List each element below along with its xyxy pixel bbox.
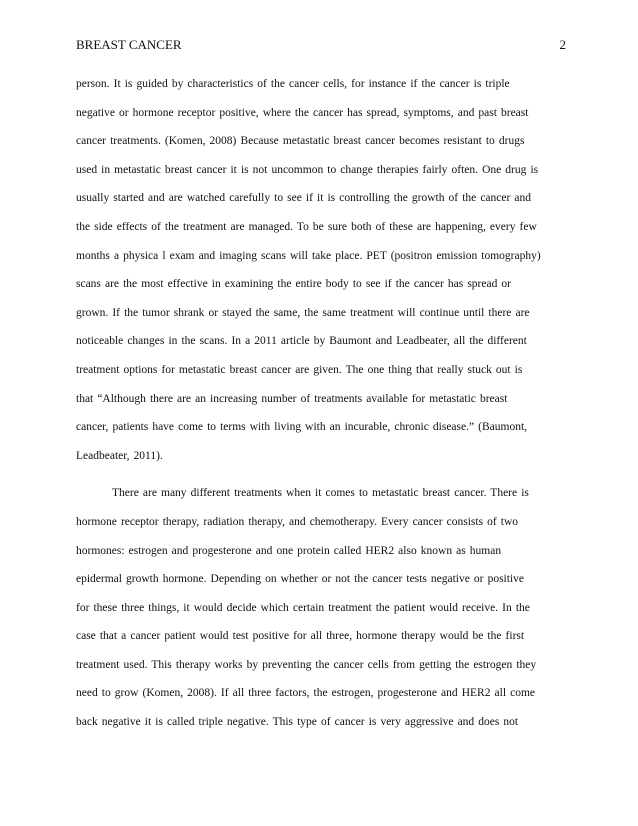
text-line: usually started and are watched carefully to see if it is controlling the growth of the cancer and <box>76 192 532 205</box>
text-line: scans are the most effective in examining the entire body to see if the cancer has spread or <box>76 278 511 291</box>
body-text <box>76 70 546 737</box>
page-header <box>76 36 566 54</box>
text-line: treatment used. This therapy works by preventing the cancer cells from getting the estrogen they <box>76 658 537 671</box>
text-line: Leadbeater, 2011). <box>76 449 163 462</box>
text-line: noticeable changes in the scans. In a 2011 article by Baumont and Leadbeater, all the different <box>76 335 527 348</box>
text-line: epidermal growth hormone. Depending on whether or not the cancer tests negative or positive <box>76 573 524 586</box>
text-line: hormone receptor therapy, radiation therapy, and chemotherapy. Every cancer consists of two <box>76 515 519 528</box>
running-head: BREAST CANCER <box>76 37 182 52</box>
paragraph-spacer <box>76 470 546 479</box>
text-line: that “Although there are an increasing number of treatments available for metastatic breast <box>76 392 508 405</box>
paragraph-2 <box>76 479 546 736</box>
text-line: for these three things, it would decide which certain treatment the patient would receive. In the <box>76 601 530 614</box>
paragraph-1 <box>76 70 546 470</box>
text-line: the side effects of the treatment are managed. To be sure both of these are happening, every few <box>76 220 537 233</box>
text-line: used in metastatic breast cancer it is not uncommon to change therapies fairly often. One drug is <box>76 163 539 176</box>
text-line: hormones: estrogen and progesterone and one protein called HER2 also known as human <box>76 544 502 557</box>
text-line: treatment options for metastatic breast cancer are given. The one thing that really stuck out is <box>76 363 523 376</box>
page-number: 2 <box>559 37 566 52</box>
text-line: negative or hormone receptor positive, where the cancer has spread, symptoms, and past breast <box>76 106 529 119</box>
text-line: cancer treatments. (Komen, 2008) Because metastatic breast cancer becomes resistant to drugs <box>76 135 525 148</box>
text-line: There are many different treatments when it comes to metastatic breast cancer. There is <box>112 487 529 500</box>
text-line: cancer, patients have come to terms with living with an incurable, chronic disease.” (Baumont, <box>76 421 528 434</box>
text-line: months a physica l exam and imaging scans will take place. PET (positron emission tomography) <box>76 249 541 262</box>
text-line: need to grow (Komen, 2008). If all three factors, the estrogen, progesterone and HER2 all come <box>76 687 536 700</box>
text-line: person. It is guided by characteristics of the cancer cells, for instance if the cancer is triple <box>76 78 510 90</box>
text-line: grown. If the tumor shrank or stayed the same, the same treatment will continue until there are <box>76 306 530 319</box>
text-line: case that a cancer patient would test positive for all three, hormone therapy would be the first <box>76 630 525 643</box>
text-line: back negative it is called triple negative. This type of cancer is very aggressive and does not <box>76 716 519 729</box>
